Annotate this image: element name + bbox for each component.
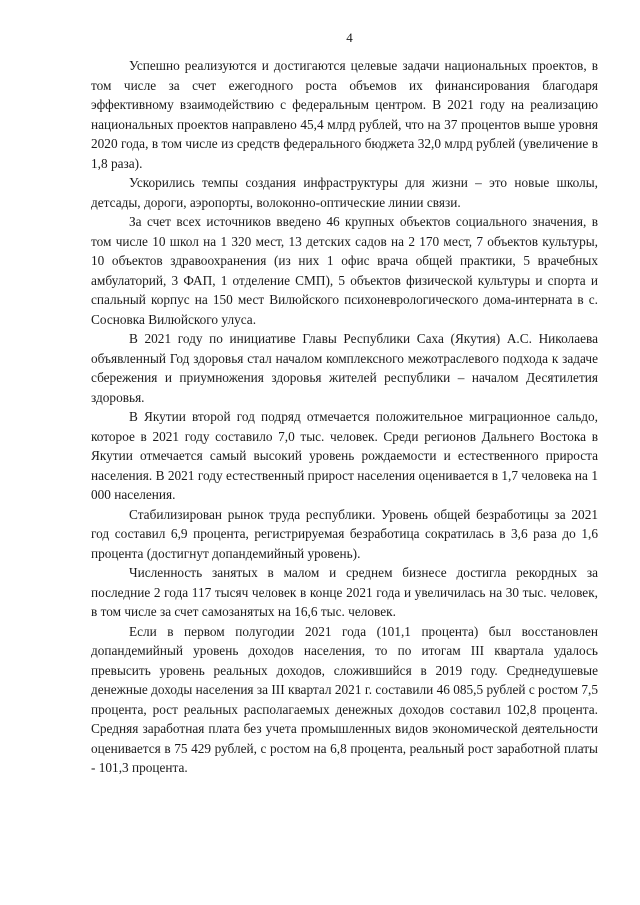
paragraph-migration: В Якутии второй год подряд отмечается положительное миграционное сальдо, которое в 2021 году составило 7,0 тыс. человек. Среди регионов Дальнего Востока в Якутии отмечается самый высокий уровень рождаемости и естественного прироста населения. В 2021 году естественный прирост населения оценивается в 1,7 человека на 1 000 населения. <box>91 409 598 502</box>
paragraph-social-objects: За счет всех источников введено 46 крупных объектов социального значения, в том числе 10 школ на 1 320 мест, 13 детских садов на 2 170 мест, 7 объектов культуры, 10 объектов здравоохранения (из них 1 офис врача общей практики, 5 врачебных амбулаторий, 3 ФАП, 1 отделение СМП), 5 объектов физической культуры и спорта и спальный корпус на 150 мест Вилюйского психоневрологического дома-интерната в с. Сосновка Вилюйского улуса. <box>91 214 598 327</box>
paragraph-small-business: Численность занятых в малом и среднем бизнесе достигла рекордных за последние 2 года 117 тысяч человек в конце 2021 года и увеличилась на 30 тыс. человек, в том числе за счет самозанятых на 16,6 тыс. человек. <box>91 565 598 619</box>
paragraph-infrastructure: Ускорились темпы создания инфраструктуры для жизни – это новые школы, детсады, дороги, аэропорты, волоконно-оптические линии связи. <box>91 175 598 210</box>
paragraph-incomes: Если в первом полугодии 2021 года (101,1 процента) был восстановлен допандемийный уровень доходов населения, то по итогам III квартала удалось превысить уровень реальных доходов, сложившийся в 2019 году. Среднедушевые денежные доходы населения за III квартал 2021 г. составили 46 085,5 рублей с ростом 7,5 процента, рост реальных располагаемых денежных доходов составил 102,8 процента. Средняя заработная плата без учета промышленных видов экономической деятельности оценивается в 75 429 рублей, с ростом на 6,8 процента, реальный рост заработной платы - 101,3 процента. <box>91 623 598 775</box>
paragraph-labor-market: Стабилизирован рынок труда республики. Уровень общей безработицы за 2021 год составил 6,9 процента, регистрируемая безработица сократилась в 3,6 раза до 1,6 процента (достигнут допандемийный уровень). <box>91 506 598 561</box>
page-number: 4 <box>346 30 353 45</box>
paragraph-national-projects: Успешно реализуются и достигаются целевые задачи национальных проектов, в том числе за счет ежегодного роста объемов их финансирования благодаря эффективному взаимодействию с федеральным центром. В 2021 году на реализацию национальных проектов направлено 45,4 млрд рублей, что на 37 процентов выше уровня 2020 года, в том числе из средств федерального бюджета 32,0 млрд рублей (увеличение в 1,8 раза). <box>91 58 598 171</box>
paragraph-year-of-health: В 2021 году по инициативе Главы Республики Саха (Якутия) А.С. Николаева объявленный Год здоровья стал началом комплексного межотраслевого подхода к задаче сбережения и приумножения здоровья жителей республики – началом Десятилетия здоровья. <box>91 331 598 405</box>
